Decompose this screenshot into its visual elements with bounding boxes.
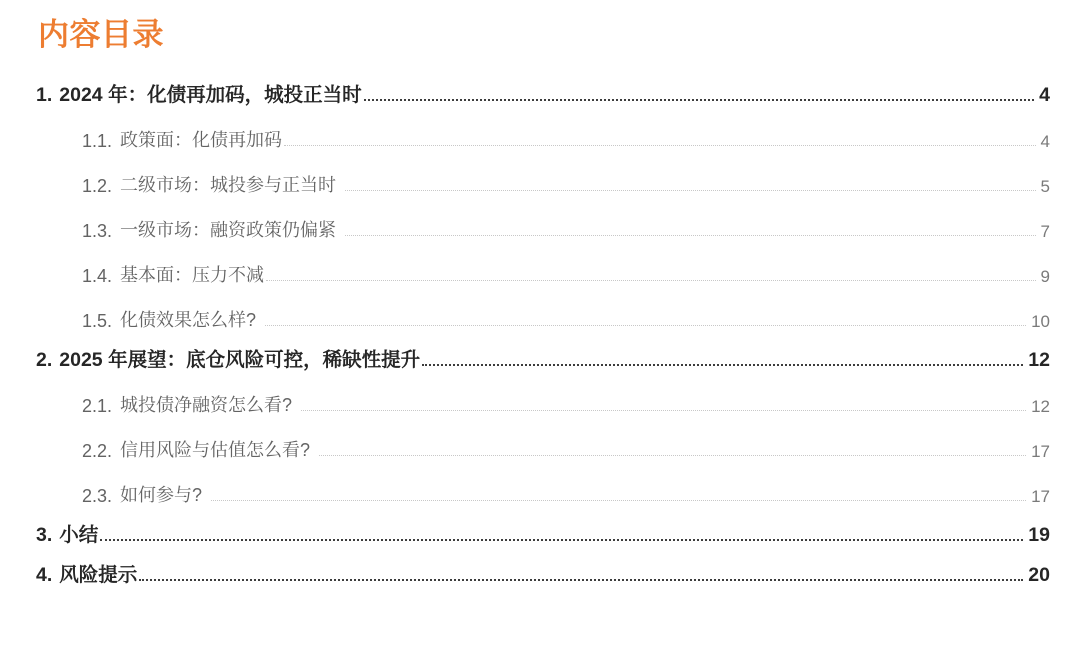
- toc-entry-number: 2.: [36, 349, 53, 372]
- toc-entry[interactable]: [34, 197, 1050, 242]
- toc-leader: [265, 325, 1026, 326]
- toc-entry-number: 2.1.: [82, 396, 113, 417]
- toc-leader: [266, 280, 1036, 281]
- toc-entry-label: 小结: [59, 524, 99, 547]
- toc-entry[interactable]: [34, 287, 1050, 332]
- toc-entry[interactable]: [34, 462, 1050, 507]
- toc-entry-label: 政策面：化债再加码: [120, 130, 283, 151]
- toc-leader: [301, 410, 1026, 411]
- toc-entry-number: 1.: [36, 84, 53, 107]
- toc-entry-number: 1.4.: [82, 266, 113, 287]
- toc-entry-page: 12: [1031, 397, 1050, 417]
- toc-entry-label: 信用风险与估值怎么看?: [120, 440, 311, 461]
- toc-entry-number: 4.: [36, 564, 53, 587]
- toc-leader: [345, 190, 1036, 191]
- toc-entry-label: 二级市场：城投参与正当时: [120, 175, 337, 196]
- toc-entry-page: 20: [1028, 564, 1050, 587]
- toc-entry-label: 城投债净融资怎么看?: [120, 395, 293, 416]
- toc-entry-page: 4: [1040, 132, 1050, 152]
- toc-leader: [211, 500, 1026, 501]
- toc-entry-label: 2025 年展望：底仓风险可控，稀缺性提升: [59, 349, 421, 372]
- toc-entry-page: 17: [1031, 442, 1050, 462]
- toc-entry-page: 4: [1039, 84, 1050, 107]
- toc-entry-page: 10: [1031, 312, 1050, 332]
- toc-entry[interactable]: [34, 417, 1050, 462]
- table-of-contents: [34, 67, 1050, 587]
- toc-leader: [284, 145, 1036, 146]
- toc-entry[interactable]: [34, 372, 1050, 417]
- toc-leader: [422, 364, 1023, 366]
- page-title: 内容目录: [38, 17, 164, 52]
- toc-entry-page: 12: [1028, 349, 1050, 372]
- toc-entry-page: 5: [1040, 177, 1050, 197]
- toc-leader: [345, 235, 1036, 236]
- toc-entry[interactable]: [34, 152, 1050, 197]
- toc-entry-label: 如何参与?: [120, 485, 203, 506]
- toc-entry-label: 化债效果怎么样?: [120, 310, 257, 331]
- toc-entry-page: 9: [1040, 267, 1050, 287]
- toc-leader: [100, 539, 1023, 541]
- toc-entry[interactable]: [34, 107, 1050, 152]
- toc-entry-number: 1.5.: [82, 311, 113, 332]
- toc-entry-number: 2.2.: [82, 441, 113, 462]
- toc-entry[interactable]: [34, 242, 1050, 287]
- toc-entry-number: 3.: [36, 524, 53, 547]
- toc-entry-page: 19: [1028, 524, 1050, 547]
- toc-entry[interactable]: [34, 507, 1050, 547]
- toc-entry-number: 2.3.: [82, 486, 113, 507]
- toc-leader: [319, 455, 1026, 456]
- toc-leader: [139, 579, 1023, 581]
- toc-entry-page: 7: [1040, 222, 1050, 242]
- toc-entry-number: 1.1.: [82, 131, 113, 152]
- toc-entry-number: 1.2.: [82, 176, 113, 197]
- toc-entry[interactable]: [34, 547, 1050, 587]
- toc-entry-number: 1.3.: [82, 221, 113, 242]
- toc-leader: [364, 99, 1035, 101]
- toc-entry-label: 2024 年：化债再加码，城投正当时: [59, 84, 362, 107]
- toc-entry-label: 风险提示: [59, 564, 138, 587]
- toc-entry-label: 一级市场：融资政策仍偏紧: [120, 220, 337, 241]
- toc-entry[interactable]: [34, 332, 1050, 372]
- toc-entry[interactable]: [34, 67, 1050, 107]
- toc-entry-page: 17: [1031, 487, 1050, 507]
- toc-entry-label: 基本面：压力不减: [120, 265, 265, 286]
